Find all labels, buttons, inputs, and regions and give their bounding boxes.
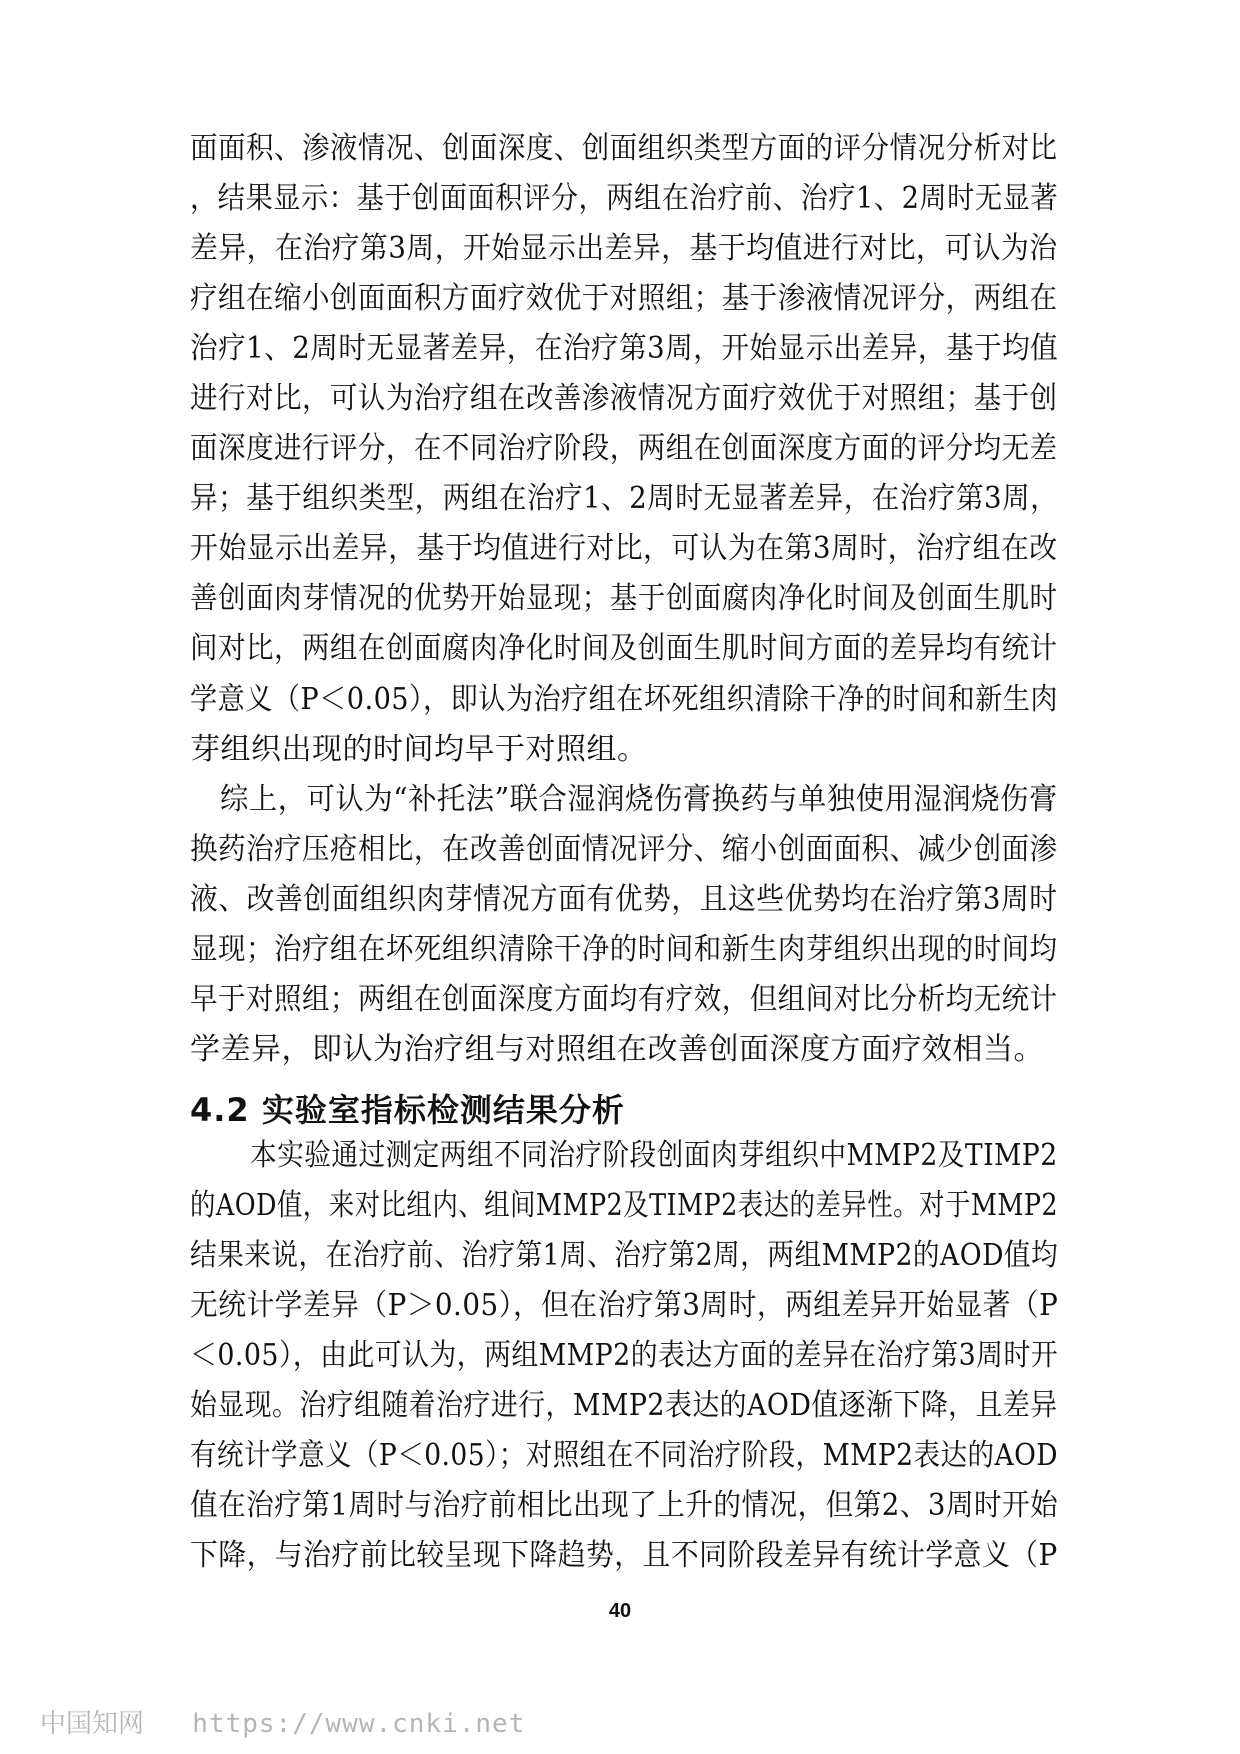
text-line: 有统计学意义（P＜0.05）；对照组在不同治疗阶段，MMP2表达的AOD [190, 1437, 1059, 1473]
text-line: 的AOD值，来对比组内、组间MMP2及TIMP2表达的差异性。对于MMP2 [190, 1187, 1059, 1223]
text-line: 无统计学差异（P＞0.05），但在治疗第3周时，两组差异开始显著（P [190, 1287, 1059, 1323]
text-line: 换药治疗压疮相比，在改善创面情况评分、缩小创面面积、减少创面渗 [190, 831, 1058, 867]
text-line: ，结果显示：基于创面面积评分，两组在治疗前、治疗1、2周时无显著 [190, 181, 1059, 217]
text-line: 早于对照组；两组在创面深度方面均有疗效，但组间对比分析均无统计 [190, 981, 1058, 1017]
text-line: 面面积、渗液情况、创面深度、创面组织类型方面的评分情况分析对比 [190, 131, 1058, 166]
text-line: 结果来说，在治疗前、治疗第1周、治疗第2周，两组MMP2的AOD值均 [190, 1237, 1059, 1273]
text-line: 面深度进行评分，在不同治疗阶段，两组在创面深度方面的评分均无差 [190, 431, 1058, 467]
text-line: 开始显示出差异，基于均值进行对比，可认为在第3周时，治疗组在改 [190, 531, 1058, 567]
text-line: 学差异，即认为治疗组与对照组在改善创面深度方面疗效相当。 [190, 1031, 1044, 1067]
text-line: 下降，与治疗前比较呈现下降趋势，且不同阶段差异有统计学意义（P [190, 1537, 1058, 1573]
watermark-url: https://www.cnki.net [192, 1709, 526, 1739]
text-line: 异；基于组织类型，两组在治疗1、2周时无显著差异，在治疗第3周， [190, 481, 1059, 517]
text-line: 间对比，两组在创面腐肉净化时间及创面生肌时间方面的差异均有统计 [190, 631, 1058, 667]
text-line: 进行对比，可认为治疗组在改善渗液情况方面疗效优于对照组；基于创 [190, 381, 1058, 417]
text-line: 差异，在治疗第3周，开始显示出差异，基于均值进行对比，可认为治 [190, 231, 1058, 267]
watermark-text: 中国知网 [40, 1709, 145, 1739]
text-line: ＜0.05），由此可认为，两组MMP2的表达方面的差异在治疗第3周时开 [190, 1337, 1059, 1373]
text-line: 芽组织出现的时间均早于对照组。 [190, 731, 648, 767]
text-line: 综上，可认为“补托法”联合湿润烧伤膏换药与单独使用湿润烧伤膏 [220, 781, 1058, 817]
text-line: 显现；治疗组在坏死组织清除干净的时间和新生肉芽组织出现的时间均 [190, 931, 1058, 967]
section-heading: 4.2 实验室指标检测结果分析 [190, 1091, 625, 1130]
text-line: 本实验通过测定两组不同治疗阶段创面肉芽组织中MMP2及TIMP2 [250, 1137, 1058, 1173]
text-line: 始显现。治疗组随着治疗进行，MMP2表达的AOD值逐渐下降，且差异 [190, 1387, 1058, 1423]
cnki-watermark [40, 1703, 525, 1740]
text-line: 学意义（P＜0.05），即认为治疗组在坏死组织清除干净的时间和新生肉 [190, 681, 1058, 717]
text-line: 治疗1、2周时无显著差异，在治疗第3周，开始显示出差异，基于均值 [190, 331, 1059, 367]
text-line: 液、改善创面组织肉芽情况方面有优势，且这些优势均在治疗第3周时 [190, 881, 1058, 917]
page-number: 40 [608, 1600, 632, 1622]
text-line: 值在治疗第1周时与治疗前相比出现了上升的情况，但第2、3周时开始 [190, 1487, 1059, 1523]
text-line: 善创面肉芽情况的优势开始显现；基于创面腐肉净化时间及创面生肌时 [190, 581, 1058, 617]
text-line: 疗组在缩小创面面积方面疗效优于对照组；基于渗液情况评分，两组在 [190, 281, 1058, 317]
